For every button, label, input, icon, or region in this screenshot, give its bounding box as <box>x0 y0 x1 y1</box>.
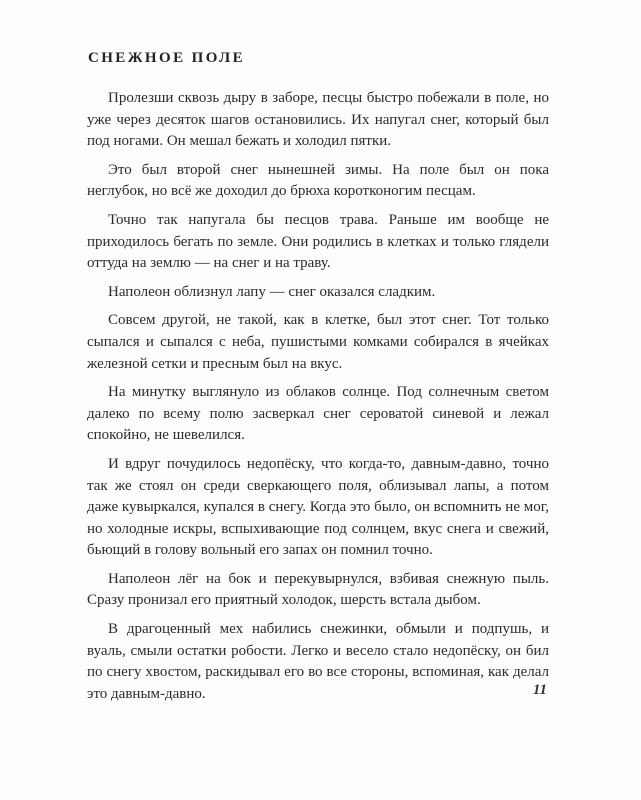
paragraph: Совсем другой, не такой, как в клетке, был этот снег. Тот только сыпался и сыпался с неба, пушистыми комками собирался в ячейках железной сетки и пресным был на вкус. <box>87 312 549 372</box>
paragraph: Пролезши сквозь дыру в заборе, песцы быстро побежали в поле, но уже через десяток шагов остановились. Их напугал снег, который был под ногами. Он мешал бежать и холодил пятки. <box>87 90 549 150</box>
chapter-title: СНЕЖНОЕ ПОЛЕ <box>88 50 245 66</box>
page-number: 11 <box>532 682 547 698</box>
paragraph: И вдруг почудилось недопёску, что когда-то, давным-давно, точно так же стоял он среди сверкающего поля, облизывал лапы, а потом даже кувыркался, купался в снегу. Когда это было, он вспомнить не мог, но холодные искры, вспыхивающие под солнцем, вкус снега и свежий, бьющий в голову вольный его запах он помнил точно. <box>87 455 549 559</box>
paragraph: Это был второй снег нынешней зимы. На поле был он пока неглубок, но всё же доходил до брюха коротконогим песцам. <box>87 161 549 200</box>
paragraph: Наполеон лёг на бок и перекувырнулся, взбивая снежную пыль. Сразу пронизал его приятный холодок, шерсть встала дыбом. <box>87 570 549 609</box>
paragraph: Наполеон облизнул лапу — снег оказался сладким. <box>108 283 436 300</box>
paragraph: На минутку выглянуло из облаков солнце. Под солнечным светом далеко по всему полю засверкал снег сероватой синевой и лежал спокойно, не шевелился. <box>87 384 549 444</box>
paragraph: Точно так напугала бы песцов трава. Раньше им вообще не приходилось бегать по земле. Они родились в клетках и только глядели оттуда на землю — на снег и на траву. <box>87 211 549 272</box>
text-body <box>87 88 549 712</box>
paragraph: В драгоценный мех набились снежинки, обмыли и подпушь, и вуаль, смыли остатки робости. Легко и весело стало недопёску, он бил по снегу хвостом, раскидывал его во все стороны, вспоминая, как делал это давным-давно. <box>87 621 549 702</box>
